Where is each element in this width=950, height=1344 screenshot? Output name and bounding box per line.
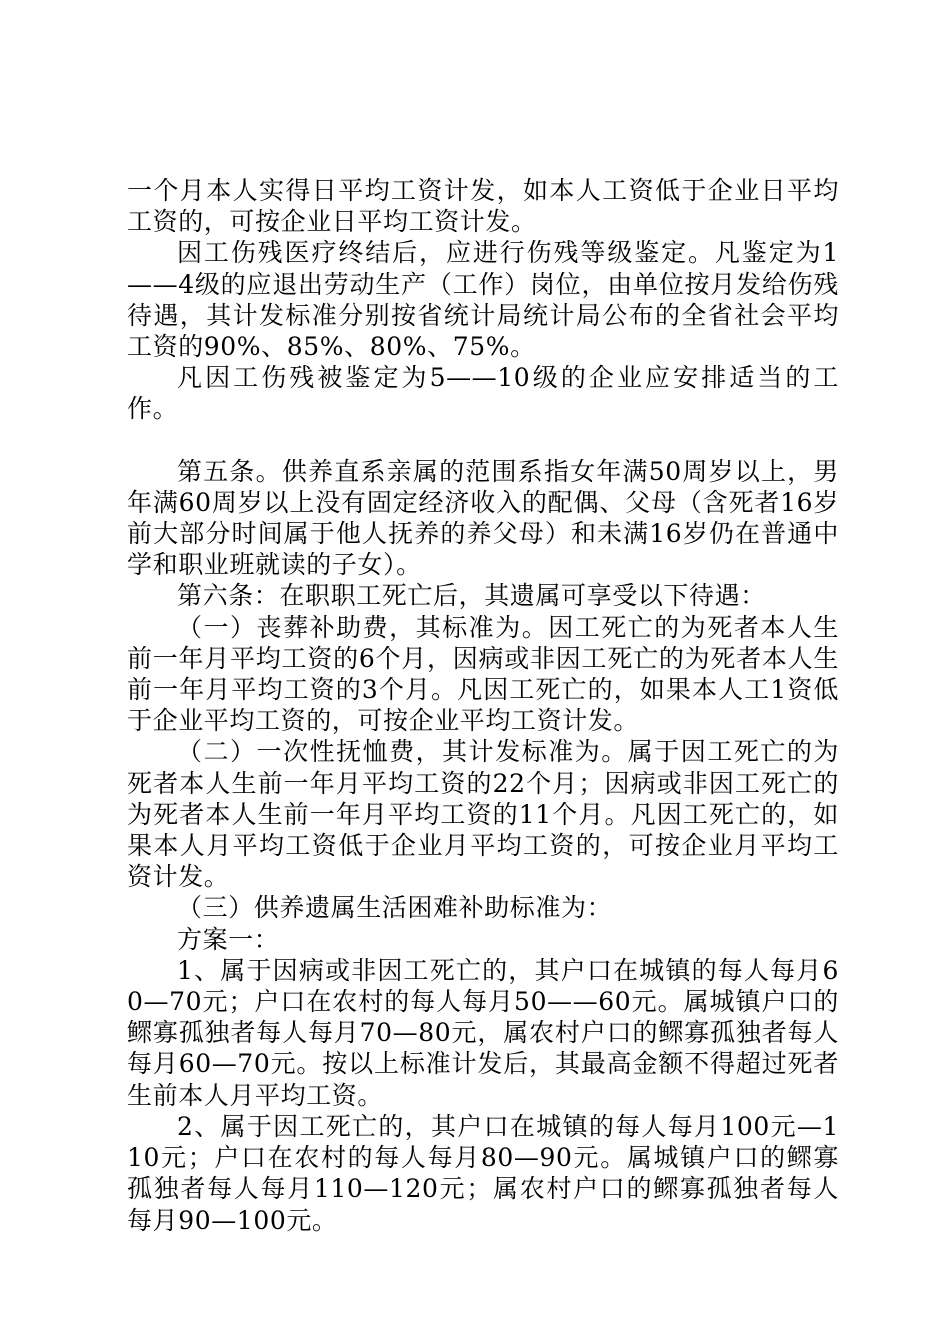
paragraph-item-2: 2、属于因工死亡的，其户口在城镇的每人每月100元—110元；户口在农村的每人每月80—90元。属城镇户口的鳏寡孤独者每人每月110—120元；属农村户口的鳏寡孤独者每人每月90—100元。 (127, 1111, 839, 1235)
paragraph-plan-one: 方案一： (177, 924, 280, 954)
paragraph-item-1: 1、属于因病或非因工死亡的，其户口在城镇的每人每月60—70元；户口在农村的每人每月50——60元。属城镇户口的鳏寡孤独者每人每月70—80元，属农村户口的鳏寡孤独者每人每月60—70元。按以上标准计发后，其最高金额不得超过死者生前本人月平均工资。 (127, 955, 839, 1110)
paragraph-disability-level-5-10: 凡因工伤残被鉴定为5——10级的企业应安排适当的工作。 (127, 363, 839, 424)
document-body (127, 175, 839, 1236)
paragraph-article-5: 第五条。供养直系亲属的范围系指女年满50周岁以上，男年满60周岁以上没有固定经济收入的配偶、父母（含死者16岁前大部分时间属于他人抚养的养父母）和未满16岁仍在普通中学和职业班就读的子女）。 (127, 456, 839, 580)
paragraph-dependent-hardship: （三）供养遗属生活困难补助标准为： (177, 893, 613, 923)
paragraph-lump-sum-pension: （二）一次性抚恤费，其计发标准为。属于因工死亡的为死者本人生前一年月平均工资的22个月；因病或非因工死亡的为死者本人生前一年月平均工资的11个月。凡因工死亡的，如果本人月平均工资低于企业月平均工资的，可按企业月平均工资计发。 (127, 737, 839, 892)
paragraph-continuation: 一个月本人实得日平均工资计发，如本人工资低于企业日平均工资的，可按企业日平均工资计发。 (127, 176, 839, 237)
paragraph-funeral-subsidy: （一）丧葬补助费，其标准为。因工死亡的为死者本人生前一年月平均工资的6个月，因病或非因工死亡的为死者本人生前一年月平均工资的3个月。凡因工死亡的，如果本人工1资低于企业平均工资的，可按企业平均工资计发。 (127, 612, 839, 736)
paragraph-article-6: 第六条：在职职工死亡后，其遗属可享受以下待遇： (177, 581, 766, 611)
paragraph-disability-assessment: 因工伤残医疗终结后，应进行伤残等级鉴定。凡鉴定为1——4级的应退出劳动生产（工作）岗位，由单位按月发给伤残待遇，其计发标准分别按省统计局统计局公布的全省社会平均工资的90%、85%、80%、75%。 (127, 238, 839, 362)
paragraph-gap (127, 425, 839, 456)
